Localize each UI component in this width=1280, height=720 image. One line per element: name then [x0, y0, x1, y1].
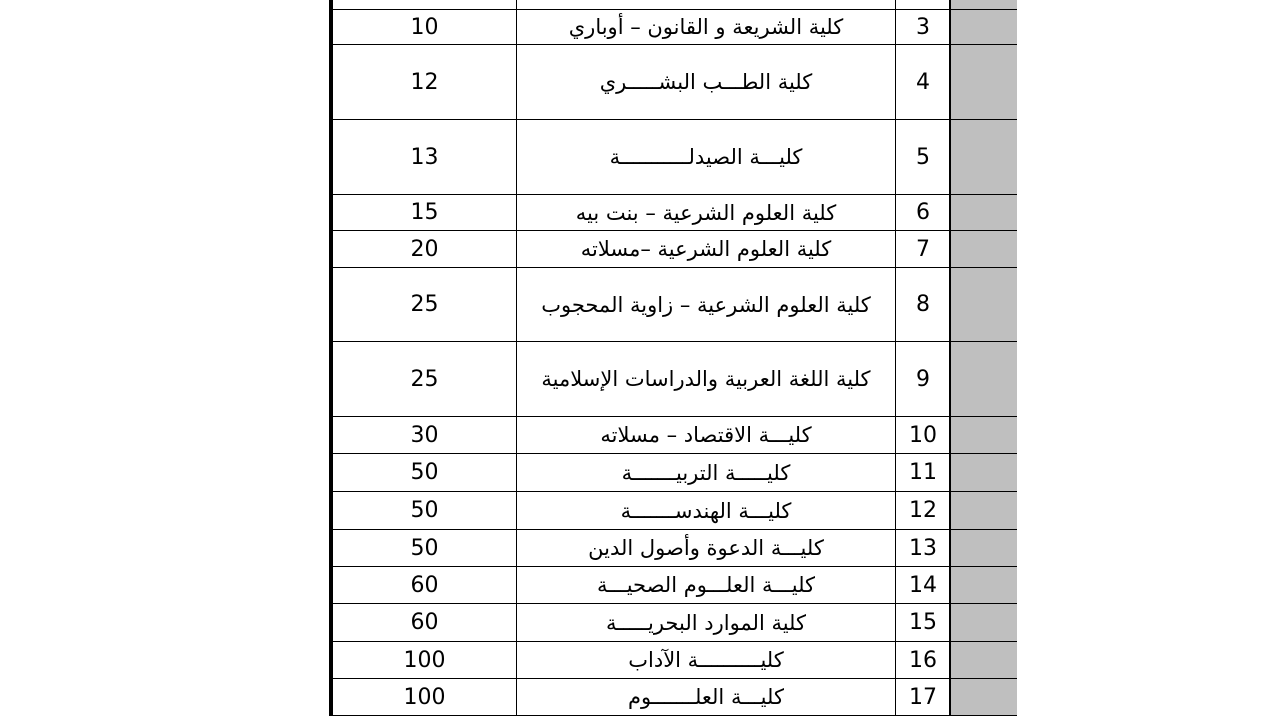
table-row: [333, 268, 1018, 342]
value-cell: 25: [333, 268, 517, 342]
table-row: [333, 45, 1018, 120]
faculty-name-cell: كلية العلوم الشرعية – بنت بيه: [517, 195, 896, 231]
value-cell: 10: [333, 10, 517, 45]
value-cell: 50: [333, 454, 517, 492]
faculty-name-cell: كلية الطـــب البشـــــري: [517, 45, 896, 120]
shaded-cell: [951, 268, 1018, 342]
table-row: [333, 642, 1018, 679]
table-row: [333, 679, 1018, 716]
value-cell: 13: [333, 120, 517, 195]
shaded-cell: [951, 679, 1018, 716]
shaded-cell: [951, 10, 1018, 45]
row-number-cell: 12: [896, 492, 951, 530]
shaded-cell: [951, 604, 1018, 642]
faculty-name-cell: كلية العلوم الشرعية – زاوية المحجوب: [517, 268, 896, 342]
table-row: [333, 454, 1018, 492]
faculty-name-cell: كلية الشريعة و القانون – أوباري: [517, 10, 896, 45]
table-row: [333, 195, 1018, 231]
row-number-cell: [896, 0, 951, 10]
row-number-cell: 5: [896, 120, 951, 195]
shaded-cell: [951, 195, 1018, 231]
faculty-name-cell: كليـــة الاقتصاد – مسلاته: [517, 417, 896, 454]
shaded-cell: [951, 342, 1018, 417]
row-number-cell: 13: [896, 530, 951, 567]
shaded-cell: [951, 120, 1018, 195]
table-row: [333, 567, 1018, 604]
value-cell: 100: [333, 642, 517, 679]
shaded-cell: [951, 567, 1018, 604]
faculty-name-cell: كليـــــة التربيـــــــة: [517, 454, 896, 492]
row-number-cell: 6: [896, 195, 951, 231]
faculty-name-cell: كليـــة العلـــوم الصحيـــة: [517, 567, 896, 604]
table-row: [333, 0, 1018, 10]
value-cell: 30: [333, 417, 517, 454]
row-number-cell: 8: [896, 268, 951, 342]
row-number-cell: 4: [896, 45, 951, 120]
row-number-cell: 14: [896, 567, 951, 604]
value-cell: [333, 0, 517, 10]
row-number-cell: 10: [896, 417, 951, 454]
table-row: [333, 120, 1018, 195]
row-number-cell: 17: [896, 679, 951, 716]
table-row: [333, 530, 1018, 567]
table-row: [333, 604, 1018, 642]
shaded-cell: [951, 454, 1018, 492]
value-cell: 20: [333, 231, 517, 268]
faculty-name-cell: كليـــة العلـــــــوم: [517, 679, 896, 716]
value-cell: 60: [333, 567, 517, 604]
row-number-cell: 15: [896, 604, 951, 642]
faculty-name-cell: كليـــة الهندســـــــة: [517, 492, 896, 530]
shaded-cell: [951, 417, 1018, 454]
table-row: [333, 10, 1018, 45]
table-row: [333, 492, 1018, 530]
value-cell: 25: [333, 342, 517, 417]
value-cell: 15: [333, 195, 517, 231]
faculty-name-cell: كلية الموارد البحريـــــة: [517, 604, 896, 642]
shaded-cell: [951, 530, 1018, 567]
shaded-cell: [951, 492, 1018, 530]
faculty-table: [332, 0, 1017, 716]
table-row: [333, 417, 1018, 454]
value-cell: 50: [333, 492, 517, 530]
shaded-cell: [951, 45, 1018, 120]
row-number-cell: 9: [896, 342, 951, 417]
faculty-name-cell: كليــــــــــة الآداب: [517, 642, 896, 679]
row-number-cell: 3: [896, 10, 951, 45]
shaded-cell: [951, 642, 1018, 679]
value-cell: 50: [333, 530, 517, 567]
table-row: [333, 231, 1018, 268]
faculty-name-cell: كلية اللغة العربية والدراسات الإسلامية: [517, 342, 896, 417]
shaded-cell: [951, 0, 1018, 10]
value-cell: 12: [333, 45, 517, 120]
faculty-name-cell: كلية العلوم الشرعية –مسلاته: [517, 231, 896, 268]
row-number-cell: 16: [896, 642, 951, 679]
faculty-name-cell: كليـــة الصيدلـــــــــــة: [517, 120, 896, 195]
faculty-name-cell: [517, 0, 896, 10]
value-cell: 100: [333, 679, 517, 716]
table-row: [333, 342, 1018, 417]
faculty-table-sheet: [329, 0, 952, 716]
row-number-cell: 11: [896, 454, 951, 492]
faculty-name-cell: كليـــة الدعوة وأصول الدين: [517, 530, 896, 567]
row-number-cell: 7: [896, 231, 951, 268]
shaded-cell: [951, 231, 1018, 268]
value-cell: 60: [333, 604, 517, 642]
